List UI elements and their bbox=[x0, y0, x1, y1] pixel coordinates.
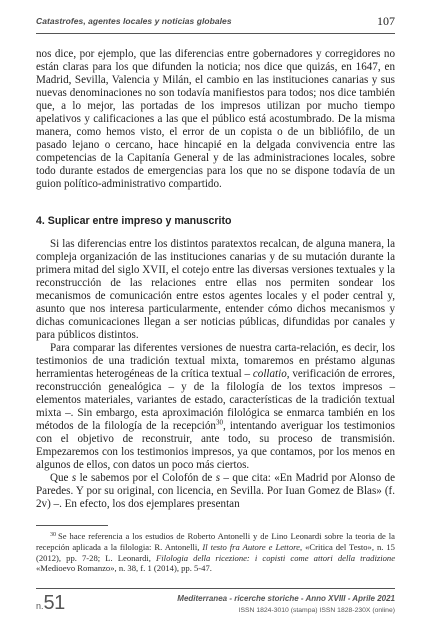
section-heading: 4. Suplicar entre impreso y manuscrito bbox=[36, 215, 232, 227]
paragraph-3 bbox=[36, 342, 395, 472]
footnote-text-a: Se hace referencia a los estudios de Roberto Antonelli y de Lino Leonardi sobre la teoria de la recepción aplicada a la filologia: R. Antonelli, bbox=[36, 531, 395, 552]
footnote-rule bbox=[36, 525, 108, 526]
issue-number-value: 51 bbox=[43, 592, 65, 614]
journal-title: Mediterranea - ricerche storiche - Anno XVIII - Aprile 2021 bbox=[177, 594, 395, 603]
paragraph-4-text-a: Que bbox=[50, 472, 72, 484]
footnote bbox=[36, 530, 395, 574]
siglum-s: s bbox=[71, 472, 77, 484]
collatio-term: collatio bbox=[252, 368, 287, 380]
running-title: Catastrofes, agentes locales y noticias globales bbox=[36, 16, 232, 26]
issue-prefix: n. bbox=[36, 601, 44, 611]
page-number: 107 bbox=[377, 14, 395, 28]
paragraph-4 bbox=[36, 472, 395, 511]
paragraph-3-text-c: , intentando averiguar los testimonios con el objetivo de reconstruir, ante todo, su proceso de transmisión. Empezaremos con los testimonios impresos, ya que contamos, por los menos en algunos de ellos, con datos un poco más ciertos. bbox=[36, 420, 396, 471]
paragraph-3-text-a: Para comparar las diferentes versiones de nuestra carta-relación, es decir, los testimonios de una tradición textual mixta, tomaremos en préstamo algunas herramientas heterogéneas de la crítica textual – bbox=[36, 342, 395, 380]
paragraph-4-text-b: le sabemos por el Colofón de bbox=[76, 472, 216, 484]
body-text bbox=[36, 48, 395, 511]
footnote-mark: 30 bbox=[50, 532, 56, 538]
footnote-text-b: , «Critica del Testo», n. 15 (2012), pp. 7-28; L. Leonardi, bbox=[36, 541, 395, 563]
paragraph-1: nos dice, por ejemplo, que las diferencias entre gobernadores y corregidores no están claras para los que difunden la noticia; nos dice que quizás, en 1647, en Madrid, Sevilla, Valencia y Milán, el cambio en las instituciones canarias y sus nuevas denominaciones no son todavía manifiestos para todos; nos dice también que, a lo mejor, las portadas de los impresos utilizan por mucho tiempo apelativos y calificaciones a las que el público está acostumbrado. De la misma manera, como hemos visto, el error de un copista o de un bibliófilo, de un pasado lejano o cercano, hace hincapié en la delgada convivencia entre las competencias de la Capitanía General y de las administraciones locales, sobre todo durante estados de emergencias para los que no se dispone todavía de un guion político-administrativo compartido. bbox=[36, 48, 395, 190]
footnote-text-c: «Medioevo Romanzo», n. 38, f. 1 (2014), pp. 5-47. bbox=[36, 563, 212, 574]
siglum-s-2: s bbox=[215, 472, 221, 484]
running-head bbox=[36, 16, 395, 32]
issue-number bbox=[36, 592, 65, 615]
footnote-title-2: Filologia della ricezione: i copisti come attori della tradizione bbox=[156, 552, 396, 563]
footer-rule bbox=[36, 588, 395, 589]
paragraph-2: Si las diferencias entre los distintos paratextos recalcan, de alguna manera, la compleja organización de las instituciones canarias y de su mutación durante la primera mitad del siglo XVII, el cotejo entre las diversas versiones textuales y la reconstrucción de las relaciones entre ellas nos permiten sondear los mecanismos de comunicación entre estos agentes locales y el poder central y, asunto que nos interesa particularmente, entender cómo dichos mecanismos y dichas comunicaciones llegan a ser noticias públicas, difundidas por canales y para públicos distintos. bbox=[36, 238, 395, 341]
journal-issn: ISSN 1824-3010 (stampa) ISSN 1828-230X (online) bbox=[238, 607, 395, 614]
header-rule bbox=[36, 33, 395, 34]
paragraph-4-text-c: – que cita: «En Madrid por Alonso de Paredes. Y por su original, con licencia, en Sevilla. Por Iuan Gomez de Blas» (f. 2v) –. En efecto, los dos ejemplares presentan bbox=[36, 472, 395, 510]
footnote-reference: 30 bbox=[215, 418, 223, 427]
paragraph-3-text-b: , verificación de errores, reconstrucción genealógica – y de la filología de los textos impresos – elementos materiales, variantes de estado, características de la tradición textual mixta –. Sin embargo, esta aproximación filológica se enmarca también en los métodos de la filología de la recepción bbox=[36, 368, 396, 432]
footnote-title-1: Il testo fra Autore e Lettore bbox=[202, 541, 300, 552]
